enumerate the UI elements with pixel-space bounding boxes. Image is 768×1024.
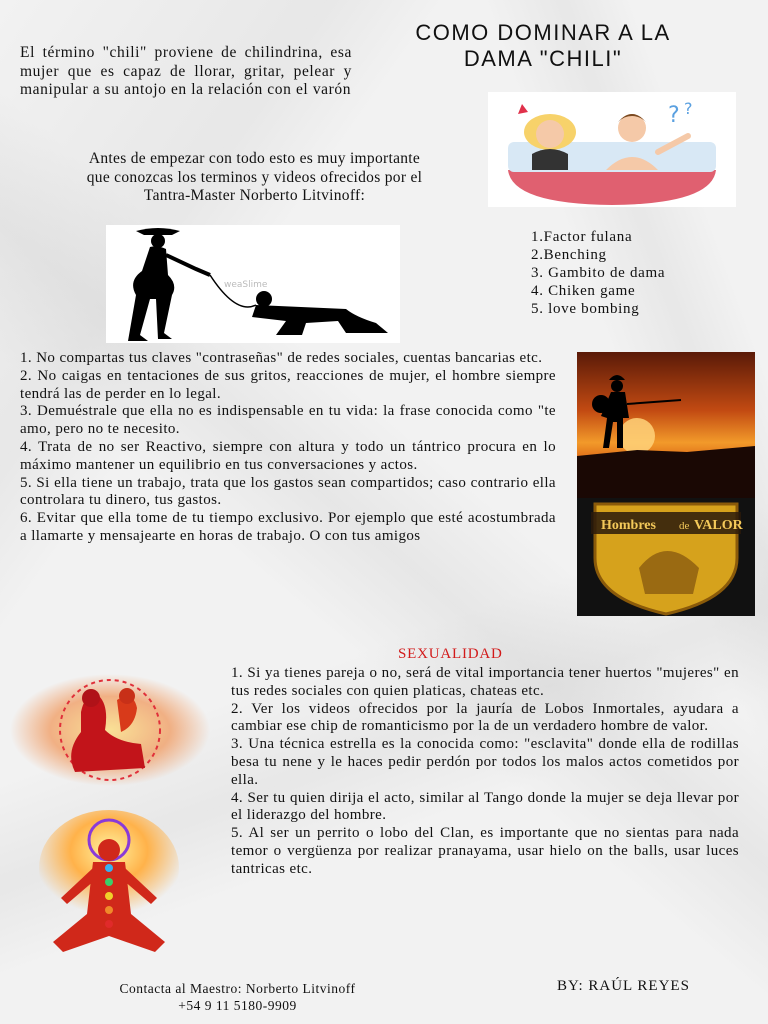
contact-phone: +54 9 11 5180-9909 [178, 998, 297, 1013]
list-item: 5. love bombing [531, 301, 640, 317]
list-item: 5. Si ella tiene un trabajo, trata que los gastos sean compartidos; caso contrario ella controlara tu dinero, tus gastos. [20, 474, 556, 509]
intro-paragraph: El término "chili" proviene de chilindrina, esa mujer que es capaz de llorar, gritar, pelear y manipular a su antojo en la relación con el varón [20, 44, 352, 98]
contact-name: Contacta al Maestro: Norberto Litvinoff [119, 981, 356, 996]
hombres-de-valor-badge [577, 498, 755, 616]
silhouette-illustration [106, 225, 400, 343]
list-item: 3. Gambito de dama [531, 265, 666, 281]
sexuality-list [231, 665, 739, 879]
list-item: 4. Chiken game [531, 283, 636, 299]
rules-list [20, 350, 556, 546]
svg-text:?: ? [668, 103, 680, 128]
intro-terms-paragraph: Antes de empezar con todo esto es muy importante que conozcas los terminos y videos ofrecidos por el Tantra-Master Norberto Litvinoff: [86, 150, 423, 204]
list-item: 2. No caigas en tentaciones de sus gritos, reacciones de mujer, el hombre siempre tendrá las de perder en lo legal. [20, 367, 556, 402]
author-credit: BY: RAÚL REYES [557, 978, 690, 994]
badge-text-de: de [679, 520, 690, 532]
title-line-2: DAMA "CHILI" [463, 46, 623, 71]
list-item: 4. Trata de no ser Reactivo, siempre con altura y todo un tántrico procura en lo máximo mantener un equilibrio en tus conversaciones y actos. [20, 438, 556, 473]
page-title [348, 20, 738, 72]
list-item: 1.Factor fulana [531, 229, 633, 245]
couple-bed-illustration [488, 92, 736, 207]
list-item: 3. Una técnica estrella es la conocida como: "esclavita" donde ella de rodillas besa tu nene y le haces pedir perdón por todos los malos actos cometidos por ella. [231, 736, 739, 788]
badge-text-valor: VALOR [694, 518, 743, 533]
list-item: 2. Ver los videos ofrecidos por la jauría de Lobos Inmortales, ayudara a cambiar ese chip de romanticismo por la de un verdadero hombre de valor. [231, 700, 739, 735]
contact-info [60, 980, 415, 1014]
sexuality-heading: SEXUALIDAD [398, 646, 503, 662]
list-item: 4. Ser tu quien dirija el acto, similar al Tango donde la mujer se deja llevar por el liderazgo del hombre. [231, 789, 739, 824]
list-item: 5. Al ser un perrito o lobo del Clan, es importante que no sientas para nada temor o vergüenza por realizar pranayama, usar hielo on the balls, usar luces tantricas etc. [231, 825, 739, 877]
list-item: 2.Benching [531, 247, 607, 263]
list-item: 1. Si ya tienes pareja o no, será de vital importancia tener huertos "mujeres" en tus redes sociales con quien platicas, chateas etc. [231, 665, 739, 699]
title-line-1: COMO DOMINAR A LA [415, 20, 671, 45]
terms-list [531, 228, 665, 318]
list-item: 3. Demuéstrale que ella no es indispensable en tu vida: la frase conocida como "te amo, pero no te necesito. [20, 403, 556, 438]
list-item: 1. No compartas tus claves "contraseñas" de redes sociales, cuentas bancarias etc. [20, 350, 543, 366]
badge-text-hombres: Hombres [601, 518, 656, 533]
chakra-meditation-image [5, 808, 220, 960]
list-item: 6. Evitar que ella tome de tu tiempo exclusivo. Por ejemplo que esté acostumbrada a llamarte y mensajearte en horas de trabajo. O con tus amigos [20, 510, 556, 544]
warrior-sunset-image [577, 352, 755, 498]
svg-text:weaSlime: weaSlime [224, 280, 268, 290]
tantric-couple-image [5, 672, 215, 790]
svg-text:?: ? [684, 99, 693, 118]
